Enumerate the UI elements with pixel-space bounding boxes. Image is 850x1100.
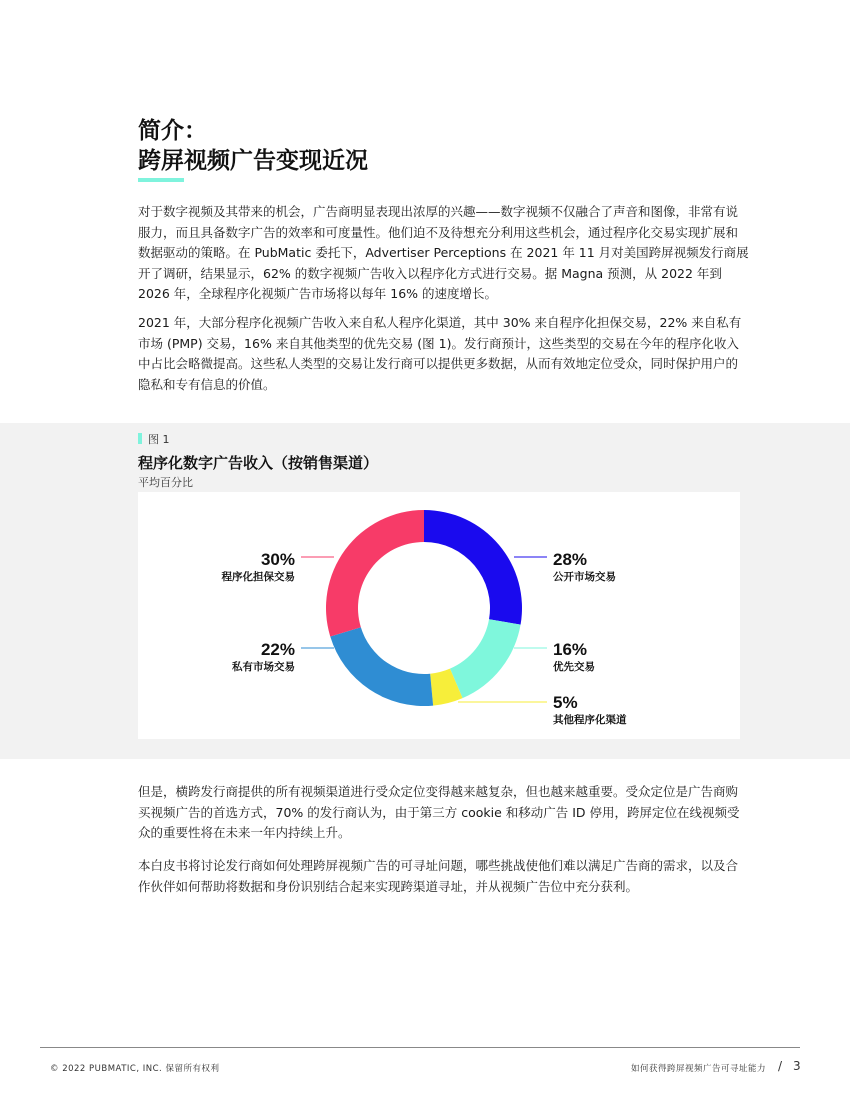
figure-label: 图 1 — [148, 433, 170, 446]
slice-name-label: 公开市场交易 — [553, 571, 616, 583]
slice-value-label: 28% — [553, 550, 588, 569]
donut-slice — [330, 627, 433, 706]
figure-label-marker — [138, 433, 142, 444]
page-number: 3 — [793, 1059, 801, 1073]
intro-paragraph-1: 对于数字视频及其带来的机会，广告商明显表现出浓厚的兴趣——数字视频不仅融合了声音和图像，非常有说服力，而且具备数字广告的效率和可度量性。他们迫不及待想充分利用这些机会，通过程序化交易实现扩展和数据驱动的策略。在 PubMatic 委托下，Advertiser Perceptions 在 2021 年 11 月对美国跨屏视频发行商展开了调研，结果显示，62% 的数字视频广告收入以程序化方式进行交易。据 Magna 预测，从 2022 年到 2026 年，全球程序化视频广告市场将以每年 16% 的速度增长。 — [138, 204, 749, 301]
donut-slice — [450, 619, 521, 698]
page-title — [138, 116, 368, 176]
page-title-line-2: 跨屏视频广告变现近况 — [138, 148, 368, 174]
footer-document-title: 如何获得跨屏视频广告可寻址能力 — [630, 1064, 766, 1074]
body-paragraph-3: 但是，横跨发行商提供的所有视频渠道进行受众定位变得越来越复杂，但也越来越重要。受众定位是广告商购买视频广告的首选方式，70% 的发行商认为，由于第三方 cookie 和移动广告 ID 停用，跨屏定位在线视频受众的重要性将在未来一年内持续上升。 — [138, 784, 740, 840]
footer-separator: / — [778, 1059, 783, 1073]
slice-name-label: 程序化担保交易 — [221, 571, 295, 583]
slice-name-label: 优先交易 — [553, 661, 595, 673]
slice-name-label: 其他程序化渠道 — [553, 714, 627, 726]
footer-divider — [40, 1047, 800, 1048]
donut-chart-svg — [138, 492, 740, 739]
donut-chart — [138, 492, 740, 739]
figure-title: 程序化数字广告收入（按销售渠道） — [138, 454, 379, 472]
footer-copyright: © 2022 PUBMATIC, INC. 保留所有权利 — [50, 1064, 220, 1074]
slice-value-label: 22% — [260, 640, 295, 659]
slice-value-label: 30% — [260, 550, 295, 569]
donut-slice — [326, 510, 424, 637]
donut-slice — [424, 510, 522, 625]
title-accent-bar — [138, 178, 184, 182]
page-title-line-1: 简介： — [138, 118, 207, 144]
intro-paragraph-2: 2021 年，大部分程序化视频广告收入来自私人程序化渠道，其中 30% 来自程序化担保交易，22% 来自私有市场 (PMP) 交易，16% 来自其他类型的优先交易 (图 1)。发行商预计，这些类型的交易在今年的程序化收入中占比会略微提高。这些私人类型的交易让发行商可以提供更多数据，从而有效地定位受众，同时保护用户的隐私和专有信息的价值。 — [138, 315, 742, 392]
body-paragraph-4: 本白皮书将讨论发行商如何处理跨屏视频广告的可寻址问题，哪些挑战使他们难以满足广告商的需求，以及合作伙伴如何帮助将数据和身份识别结合起来实现跨渠道寻址，并从视频广告位中充分获利。 — [138, 858, 739, 894]
slice-name-label: 私有市场交易 — [232, 661, 295, 673]
slice-value-label: 5% — [553, 693, 578, 712]
slice-value-label: 16% — [553, 640, 588, 659]
figure-subtitle: 平均百分比 — [138, 476, 193, 489]
